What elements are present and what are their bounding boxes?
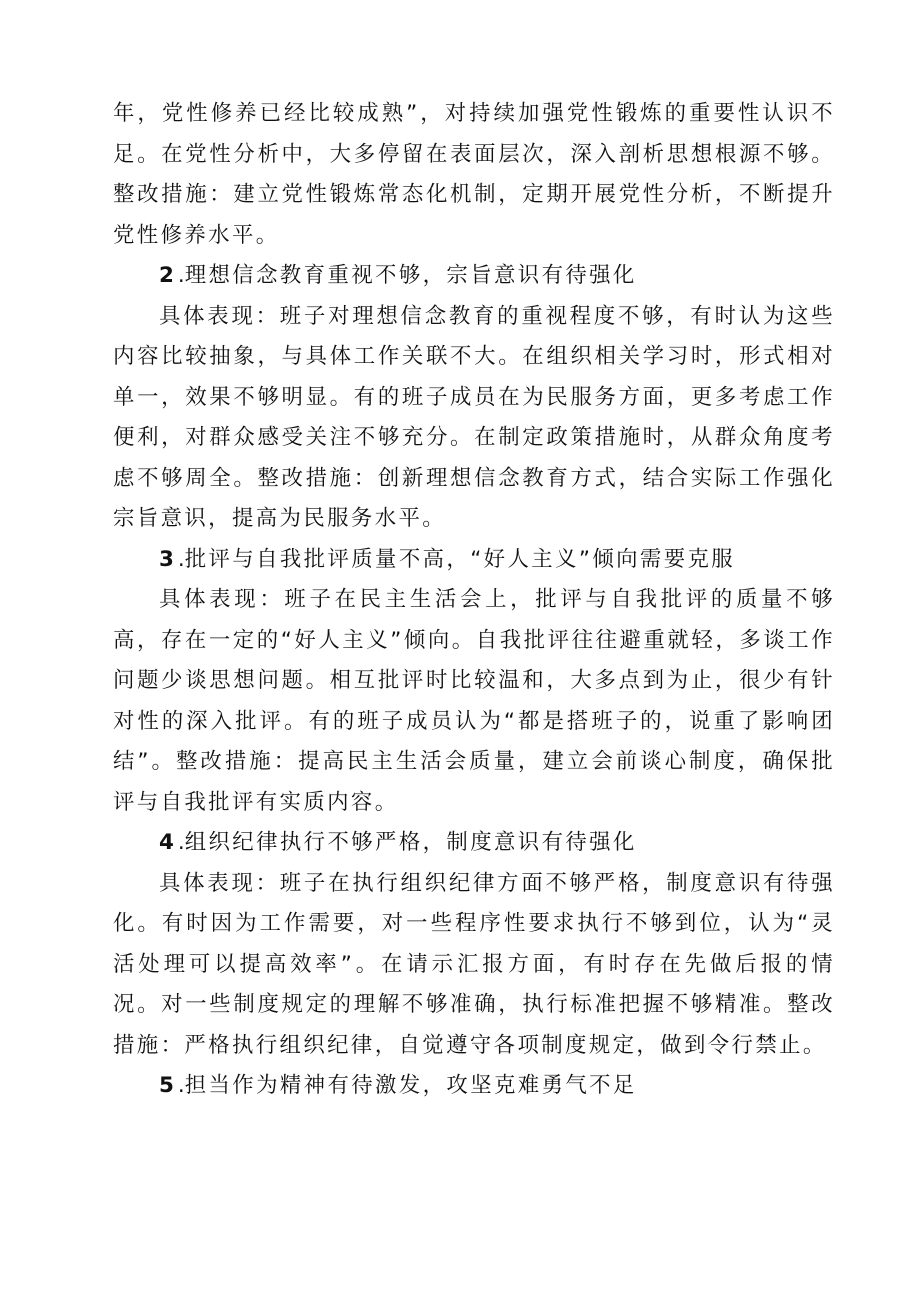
section-heading-4 (113, 823, 835, 864)
section-number: 5 (159, 1073, 174, 1098)
section-number-dot: . (177, 830, 185, 855)
section-number-dot: . (177, 263, 185, 288)
section-title: 批评与自我批评质量不高，“好人主义”倾向需要克服 (184, 546, 736, 572)
section-title: 组织纪律执行不够严格，制度意识有待强化 (184, 830, 637, 855)
section-number: 3 (159, 546, 174, 572)
document-body (113, 94, 835, 1107)
section-number-dot: . (177, 546, 185, 572)
section-heading-3 (113, 540, 835, 581)
section-number: 4 (159, 830, 174, 855)
paragraph-body: 具体表现：班子在民主生活会上，批评与自我批评的质量不够高，存在一定的“好人主义”倾向。自我批评往往避重就轻，多谈工作问题少谈思想问题。相互批评时比较温和，大多点到为止，很少有针对性的深入批评。有的班子成员认为“都是搭班子的，说重了影响团结”。整改措施：提高民主生活会质量，建立会前谈心制度，确保批评与自我批评有实质内容。 (113, 587, 835, 815)
section-title: 担当作为精神有待激发，攻坚克难勇气不足 (184, 1073, 637, 1098)
section-heading-5 (113, 1066, 835, 1107)
paragraph-body: 具体表现：班子在执行组织纪律方面不够严格，制度意识有待强化。有时因为工作需要，对一些程序性要求执行不够到位，认为“灵活处理可以提高效率”。在请示汇报方面，有时存在先做后报的情况。对一些制度规定的理解不够准确，执行标准把握不够精准。整改措施：严格执行组织纪律，自觉遵守各项制度规定，做到令行禁止。 (113, 870, 835, 1058)
section-number-dot: . (177, 1073, 185, 1098)
section-heading-2 (113, 256, 835, 297)
section-number: 2 (159, 263, 174, 288)
paragraph-continuation: 年，党性修养已经比较成熟”，对持续加强党性锻炼的重要性认识不足。在党性分析中，大多停留在表面层次，深入剖析思想根源不够。整改措施：建立党性锻炼常态化机制，定期开展党性分析，不断提升党性修养水平。 (113, 101, 835, 248)
section-title: 理想信念教育重视不够，宗旨意识有待强化 (184, 263, 637, 288)
paragraph-body: 具体表现：班子对理想信念教育的重视程度不够，有时认为这些内容比较抽象，与具体工作关联不大。在组织相关学习时，形式相对单一，效果不够明显。有的班子成员在为民服务方面，更多考虑工作便利，对群众感受关注不够充分。在制定政策措施时，从群众角度考虑不够周全。整改措施：创新理想信念教育方式，结合实际工作强化宗旨意识，提高为民服务水平。 (113, 303, 835, 531)
